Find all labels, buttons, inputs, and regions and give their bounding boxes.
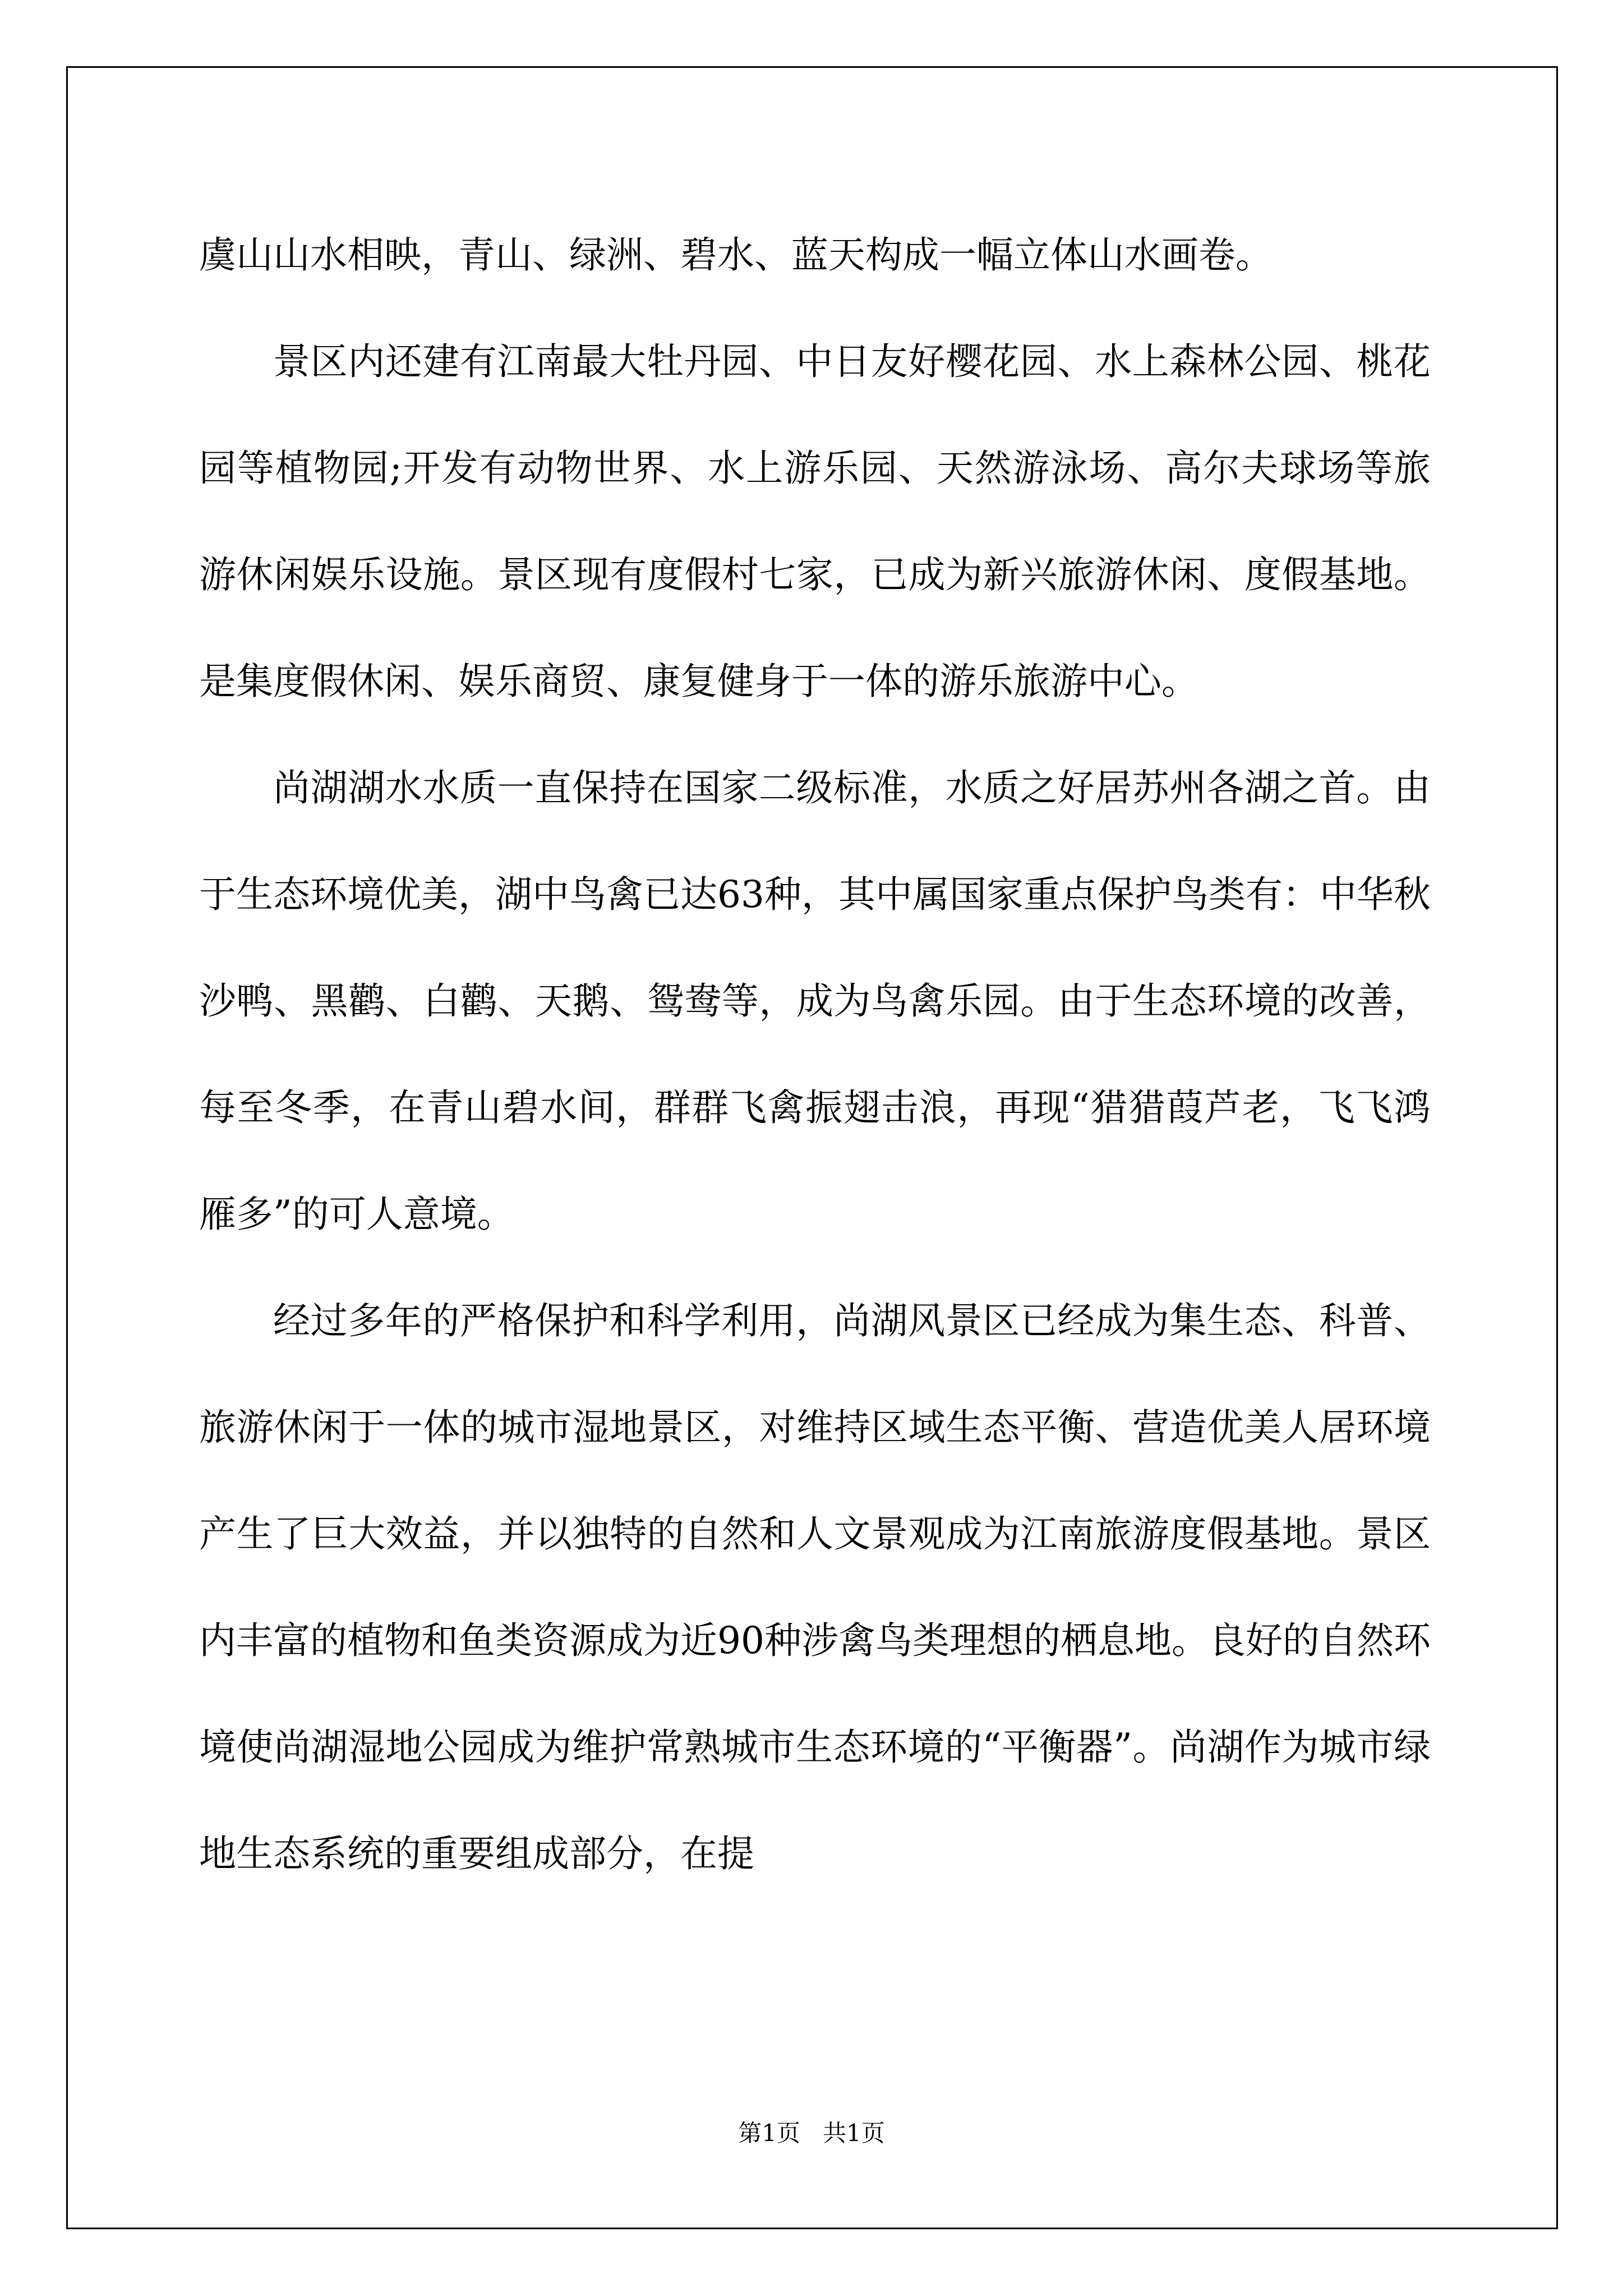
paragraph-4: 经过多年的严格保护和科学利用，尚湖风景区已经成为集生态、科普、旅游休闲于一体的城市湿地景区，对维持区域生态平衡、营造优美人居环境产生了巨大效益，并以独特的自然和人文景观成为江南旅游度假基地。景区内丰富的植物和鱼类资源成为近90种涉禽鸟类理想的栖息地。良好的自然环境使尚湖湿地公园成为维护常熟城市生态环境的“平衡器”。尚湖作为城市绿地生态系统的重要组成部分，在提 [199, 1299, 1431, 1875]
document-body [199, 202, 1431, 1907]
paragraph-1: 虞山山水相映，青山、绿洲、碧水、蓝天构成一幅立体山水画卷。 [199, 233, 1272, 277]
paragraph-2: 景区内还建有江南最大牡丹园、中日友好樱花园、水上森林公园、桃花园等植物园;开发有动物世界、水上游乐园、天然游泳场、高尔夫球场等旅游休闲娱乐设施。景区现有度假村七家，已成为新兴旅游休闲、度假基地。是集度假休闲、娱乐商贸、康复健身于一体的游乐旅游中心。 [199, 340, 1431, 703]
page-footer [0, 2115, 1623, 2148]
paragraph-3: 尚湖湖水水质一直保持在国家二级标准，水质之好居苏州各湖之首。由于生态环境优美，湖中鸟禽已达63种，其中属国家重点保护鸟类有：中华秋沙鸭、黑鹳、白鹳、天鹅、鸳鸯等，成为鸟禽乐园。由于生态环境的改善，每至冬季，在青山碧水间，群群飞禽振翅击浪，再现“猎猎葭芦老，飞飞鸿雁多”的可人意境。 [199, 766, 1431, 1236]
page-number-current: 第1页 [738, 2119, 800, 2147]
page-number-total: 共1页 [823, 2119, 885, 2147]
